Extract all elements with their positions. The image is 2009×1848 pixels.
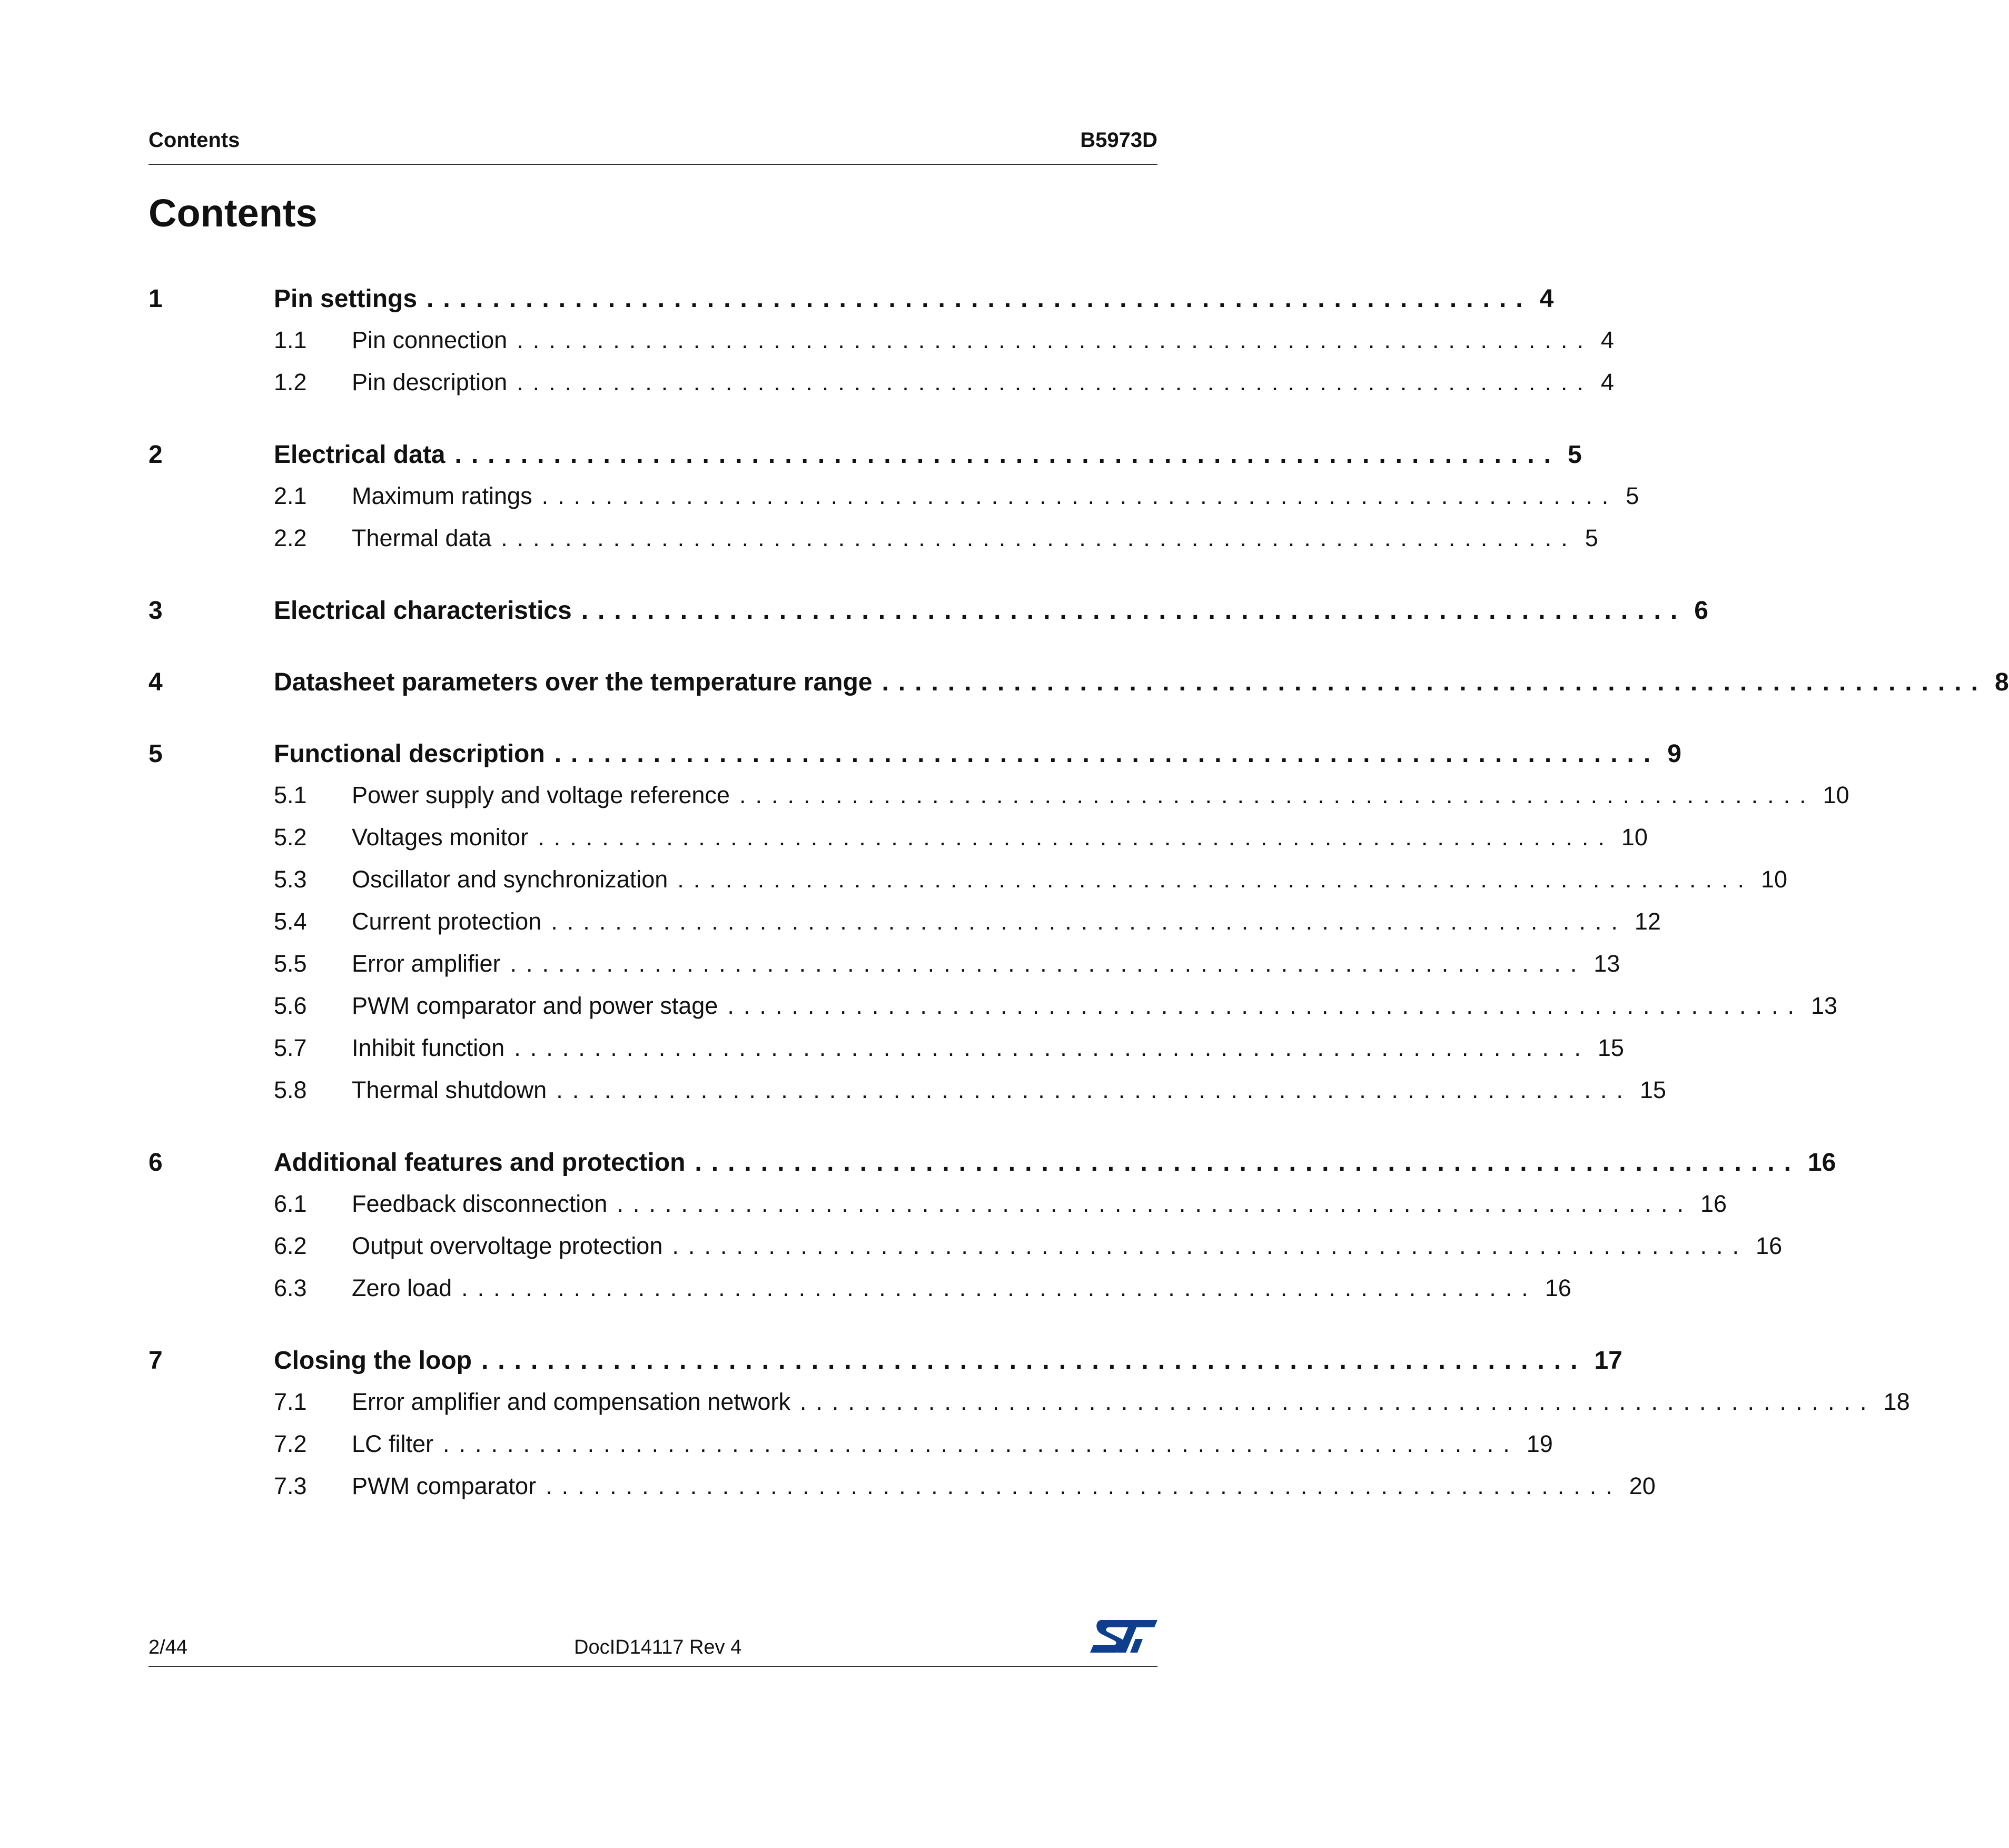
toc-section-number: 6.1 [274, 1190, 307, 1217]
page-number: 2/44 [149, 1636, 187, 1658]
toc-chapter-number: 5 [149, 740, 163, 768]
toc-leader-dots: ................................................................... [677, 866, 1754, 893]
toc-section-title[interactable]: Power supply and voltage reference [352, 782, 730, 808]
footer-divider [149, 1666, 1157, 1667]
toc-leader-dots: ................................................................... [501, 525, 1577, 551]
toc-leader-dots: ................................................................... [546, 1473, 1622, 1499]
toc-section-title[interactable]: Voltages monitor [352, 824, 529, 851]
toc-section-number: 7.1 [274, 1388, 307, 1415]
toc-section-number: 5.4 [274, 908, 307, 935]
toc-chapter-title[interactable]: Electrical data [274, 441, 446, 469]
running-header-section: Contents [149, 129, 240, 152]
toc-section-number: 5.5 [274, 950, 307, 977]
toc-section-number: 5.6 [274, 992, 307, 1019]
toc-chapter-entry[interactable] [149, 1148, 1836, 1190]
toc-leader-dots: ................................................................... [551, 908, 1627, 935]
toc-section-number: 7.2 [274, 1430, 307, 1457]
toc-section-entry[interactable] [149, 1232, 1783, 1274]
toc-section-title[interactable]: Oscillator and synchronization [352, 866, 668, 893]
toc-leader-dots: ................................................................... [517, 369, 1593, 396]
table-of-contents [149, 284, 2009, 1544]
toc-leader-dots: ................................................................... [514, 1034, 1590, 1061]
toc-leader-dots: ................................................................... [541, 482, 1618, 509]
toc-chapter-title[interactable]: Datasheet parameters over the temperature range [274, 668, 873, 696]
toc-chapter-title[interactable]: Pin settings [274, 285, 418, 313]
toc-leader-dots: ................................................................... [556, 1076, 1632, 1103]
toc-page-number[interactable]: 16 [1807, 1149, 1836, 1177]
toc-section-title[interactable]: Thermal data [352, 525, 492, 551]
toc-page-number[interactable]: 10 [1621, 824, 1648, 851]
toc-section-number: 5.1 [274, 782, 307, 808]
toc-page-number[interactable]: 20 [1629, 1473, 1656, 1499]
toc-chapter-block [149, 1346, 1910, 1515]
toc-section-entry[interactable] [149, 866, 1788, 908]
toc-page-number[interactable]: 12 [1634, 908, 1661, 935]
toc-section-entry[interactable] [149, 482, 1639, 525]
toc-section-title[interactable]: Error amplifier [352, 950, 501, 977]
toc-section-number: 1.1 [274, 327, 307, 353]
toc-chapter-entry[interactable] [149, 596, 1708, 638]
toc-chapter-entry[interactable] [149, 739, 1681, 782]
toc-leader-dots: ................................................................... [695, 1149, 1800, 1177]
toc-section-title[interactable]: Pin description [352, 369, 508, 396]
toc-section-entry[interactable] [149, 1190, 1727, 1232]
toc-chapter-block [149, 284, 1614, 411]
toc-chapter-entry[interactable] [149, 668, 2009, 710]
toc-page-number[interactable]: 16 [1700, 1190, 1727, 1217]
toc-section-number: 5.2 [274, 824, 307, 851]
toc-section-title[interactable]: LC filter [352, 1430, 434, 1457]
toc-section-entry[interactable] [149, 1034, 1624, 1076]
toc-page-number[interactable]: 16 [1545, 1274, 1571, 1301]
toc-leader-dots: ................................................................... [461, 1274, 1538, 1301]
toc-chapter-entry[interactable] [149, 440, 1582, 482]
toc-page-number[interactable]: 10 [1760, 866, 1788, 893]
toc-chapter-title[interactable]: Electrical characteristics [274, 597, 572, 625]
toc-chapter-number: 1 [149, 285, 163, 313]
header-divider [149, 164, 1157, 165]
toc-page-number[interactable]: 4 [1600, 369, 1614, 396]
toc-chapter-block [149, 1148, 1836, 1317]
toc-chapter-title[interactable]: Functional description [274, 740, 545, 768]
toc-page-number[interactable]: 4 [1539, 285, 1554, 313]
toc-page-number[interactable]: 13 [1594, 950, 1620, 977]
toc-section-entry[interactable] [149, 950, 1620, 992]
toc-section-number: 5.7 [274, 1034, 307, 1061]
toc-section-entry[interactable] [149, 824, 1648, 866]
toc-page-number[interactable]: 8 [1994, 668, 2009, 696]
toc-leader-dots: ................................................................... [481, 1347, 1587, 1375]
toc-section-number: 5.8 [274, 1076, 307, 1103]
toc-page-number[interactable]: 10 [1823, 782, 1849, 808]
running-header-part-number: B5973D [1080, 129, 1157, 152]
toc-chapter-entry[interactable] [149, 1346, 1622, 1388]
toc-section-title[interactable]: Zero load [352, 1274, 452, 1301]
toc-chapter-entry[interactable] [149, 284, 1554, 327]
toc-leader-dots: ................................................................... [672, 1232, 1749, 1259]
toc-page-number[interactable]: 9 [1667, 740, 1681, 768]
toc-chapter-title[interactable]: Additional features and protection [274, 1149, 686, 1177]
toc-chapter-number: 3 [149, 597, 163, 625]
toc-chapter-block [149, 596, 1708, 638]
toc-section-title[interactable]: Output overvoltage protection [352, 1232, 663, 1259]
toc-leader-dots: ................................................................... [510, 950, 1587, 977]
toc-section-entry[interactable] [149, 1388, 1910, 1430]
toc-section-title[interactable]: Error amplifier and compensation network [352, 1388, 790, 1415]
toc-page-number[interactable]: 19 [1526, 1430, 1553, 1457]
toc-section-entry[interactable] [149, 1430, 1553, 1473]
toc-section-entry[interactable] [149, 908, 1661, 950]
toc-section-entry[interactable] [149, 992, 1838, 1034]
toc-section-number: 2.2 [274, 525, 307, 551]
toc-page-number[interactable]: 6 [1694, 597, 1708, 625]
toc-section-number: 6.2 [274, 1232, 307, 1259]
toc-section-number: 2.1 [274, 482, 307, 509]
toc-section-title[interactable]: PWM comparator [352, 1473, 537, 1499]
toc-page-number[interactable]: 5 [1585, 525, 1598, 551]
toc-chapter-title[interactable]: Closing the loop [274, 1347, 472, 1375]
toc-chapter-block [149, 440, 1639, 567]
toc-page-number[interactable]: 4 [1600, 327, 1614, 353]
toc-section-number: 6.3 [274, 1274, 307, 1301]
toc-page-number[interactable]: 5 [1626, 482, 1639, 509]
toc-chapter-number: 2 [149, 441, 163, 469]
toc-chapter-number: 6 [149, 1149, 163, 1177]
toc-page-number[interactable]: 15 [1597, 1034, 1624, 1061]
toc-leader-dots: ................................................................... [727, 992, 1804, 1019]
toc-section-entry[interactable] [149, 782, 1849, 824]
toc-leader-dots: ................................................................... [554, 740, 1660, 768]
toc-leader-dots: ................................................................... [427, 285, 1532, 313]
toc-leader-dots: ................................................................... [517, 327, 1593, 353]
toc-section-number: 1.2 [274, 369, 307, 396]
toc-section-entry[interactable] [149, 525, 1598, 567]
page-title: Contents [149, 191, 318, 235]
toc-chapter-number: 7 [149, 1347, 163, 1375]
toc-section-title[interactable]: Thermal shutdown [352, 1076, 547, 1103]
toc-section-entry[interactable] [149, 369, 1614, 411]
toc-page-number[interactable]: 17 [1594, 1347, 1622, 1375]
toc-section-entry[interactable] [149, 1076, 1666, 1119]
toc-leader-dots: ................................................................... [443, 1430, 1519, 1457]
toc-leader-dots: ................................................................... [581, 597, 1687, 625]
toc-leader-dots: ................................................................... [454, 441, 1561, 469]
toc-page-number[interactable]: 18 [1883, 1388, 1910, 1415]
toc-chapter-block [149, 739, 1849, 1119]
toc-section-title[interactable]: Maximum ratings [352, 482, 532, 509]
toc-section-entry[interactable] [149, 1274, 1571, 1317]
toc-section-number: 7.3 [274, 1473, 307, 1499]
toc-leader-dots: ................................................................... [617, 1190, 1693, 1217]
st-logo-icon [1090, 1618, 1159, 1655]
toc-page-number[interactable]: 5 [1568, 441, 1582, 469]
toc-section-title[interactable]: Inhibit function [352, 1034, 505, 1061]
toc-section-title[interactable]: Pin connection [352, 327, 508, 353]
toc-section-number: 5.3 [274, 866, 307, 893]
toc-section-title[interactable]: Current protection [352, 908, 542, 935]
document-id: DocID14117 Rev 4 [574, 1636, 742, 1658]
toc-page-number[interactable]: 16 [1756, 1232, 1783, 1259]
toc-section-title[interactable]: PWM comparator and power stage [352, 992, 718, 1019]
toc-section-entry[interactable] [149, 327, 1614, 369]
toc-section-entry[interactable] [149, 1473, 1656, 1515]
toc-chapter-block [149, 668, 2009, 710]
toc-leader-dots: ................................................................... [799, 1388, 1876, 1415]
toc-leader-dots: ................................................................... [739, 782, 1816, 808]
toc-leader-dots: ................................................................... [538, 824, 1614, 851]
toc-page-number[interactable]: 15 [1639, 1076, 1666, 1103]
toc-section-title[interactable]: Feedback disconnection [352, 1190, 608, 1217]
toc-page-number[interactable]: 13 [1810, 992, 1838, 1019]
toc-leader-dots: ................................................................... [882, 668, 1987, 696]
toc-chapter-number: 4 [149, 668, 163, 696]
